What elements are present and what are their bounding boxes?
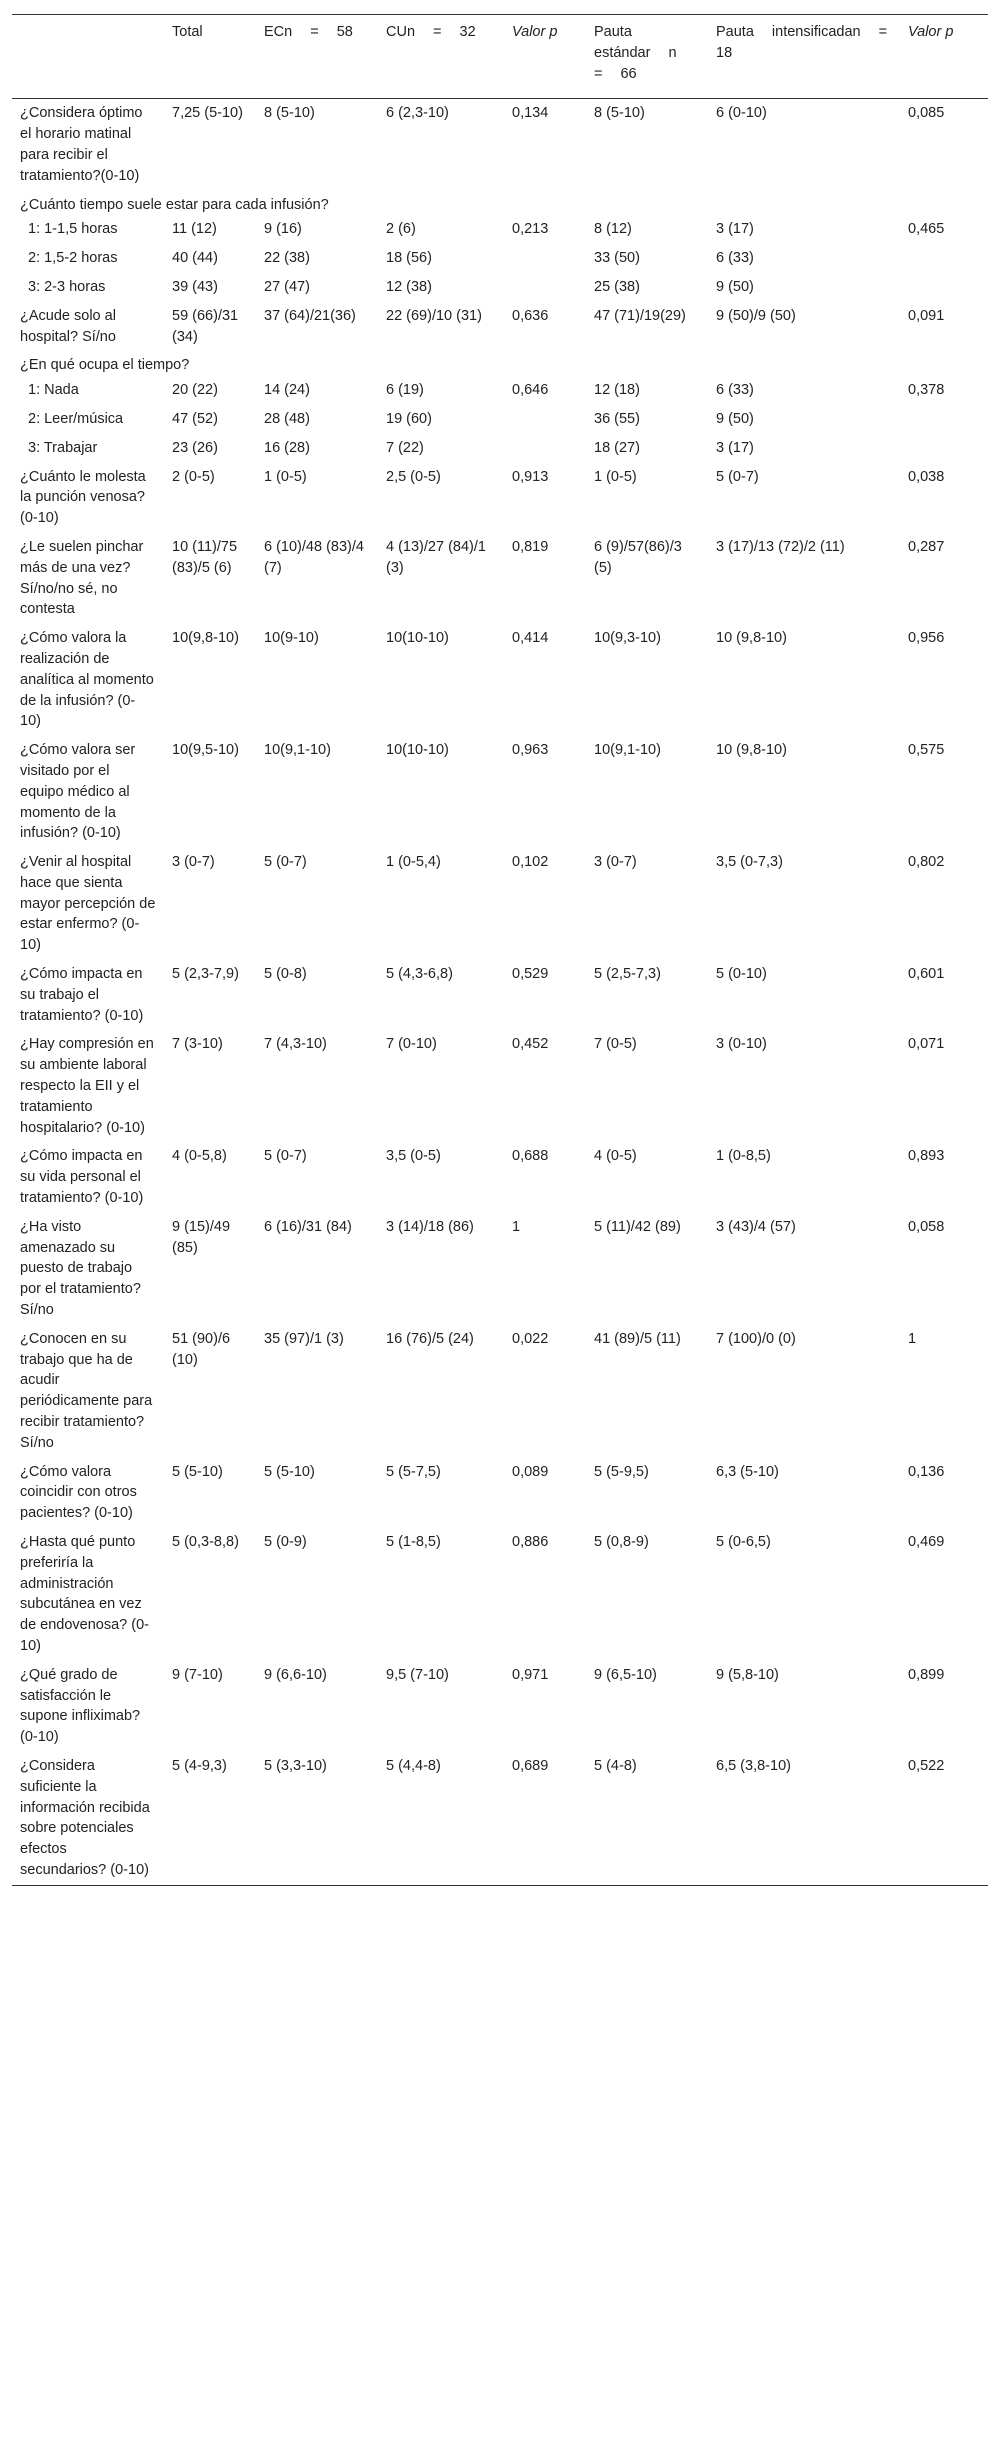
table-cell: 7 (4,3-10) — [264, 1036, 327, 1053]
header-cell: CUn = 32 — [386, 24, 476, 40]
table-cell: 12 (18) — [594, 382, 640, 399]
table-cell: 9 (7-10) — [172, 1666, 223, 1683]
table-row — [12, 1325, 988, 1458]
table-cell: 0,134 — [512, 105, 549, 122]
table-cell: 47 (52) — [172, 410, 218, 427]
table-cell: 0,529 — [512, 966, 549, 983]
table-cell: 10(9-10) — [264, 630, 319, 647]
table-cell: 19 (60) — [386, 410, 432, 427]
header-cell: Valor p — [512, 24, 558, 40]
table-cell: 5 (3,3-10) — [264, 1757, 327, 1774]
table-cell: 5 (11)/42 (89) — [594, 1218, 681, 1235]
table-cell — [900, 405, 988, 434]
table-row — [12, 736, 988, 848]
table-cell: 37 (64)/21(36) — [264, 307, 356, 324]
table-cell: 47 (71)/19(29) — [594, 307, 686, 324]
table-row — [12, 273, 988, 302]
table-cell: 25 (38) — [594, 278, 640, 295]
table-cell: 2 (6) — [386, 221, 416, 238]
table-cell: 6 (2,3-10) — [386, 105, 449, 122]
table-cell: 6 (33) — [716, 250, 754, 267]
table-header-row — [12, 15, 988, 99]
table-cell — [900, 273, 988, 302]
section-label: ¿En qué ocupa el tiempo? — [20, 357, 190, 374]
table-cell: 0,971 — [512, 1666, 549, 1683]
row-label-cell: 2: Leer/música — [28, 410, 124, 427]
table-cell: 0,646 — [512, 382, 549, 399]
table-cell: 0,378 — [908, 382, 945, 399]
table-cell: 23 (26) — [172, 439, 218, 456]
header-cell: Pauta estándar n = 66 — [594, 24, 677, 82]
table-cell: 5 (2,3-7,9) — [172, 966, 239, 983]
row-label-cell: 1: 1-1,5 horas — [28, 221, 118, 238]
table-cell: 10(9,3-10) — [594, 630, 661, 647]
table-cell: 0,913 — [512, 468, 549, 485]
table-cell: 28 (48) — [264, 410, 310, 427]
table-cell: 0,058 — [908, 1218, 945, 1235]
table-cell: 0,522 — [908, 1757, 945, 1774]
table-cell: 5 (0-7) — [264, 854, 307, 871]
table-row — [12, 434, 988, 463]
table-cell: 0,085 — [908, 105, 945, 122]
table-cell: 0,688 — [512, 1148, 549, 1165]
table-cell: 39 (43) — [172, 278, 218, 295]
table-cell: 35 (97)/1 (3) — [264, 1330, 344, 1347]
row-label-cell: ¿Cómo impacta en su vida personal el tratamiento? (0-10) — [20, 1148, 144, 1207]
row-label-cell: 1: Nada — [28, 382, 79, 399]
table-cell: 3 (0-7) — [172, 854, 215, 871]
table-cell — [504, 244, 586, 273]
table-cell: 0,071 — [908, 1036, 945, 1053]
table-cell: 0,575 — [908, 742, 945, 759]
table-cell: 6 (9)/57(86)/3 (5) — [594, 538, 682, 576]
table-cell: 9 (6,5-10) — [594, 1666, 657, 1683]
table-cell: 0,213 — [512, 221, 549, 238]
table-cell: 5 (5-7,5) — [386, 1463, 441, 1480]
table-cell: 7 (22) — [386, 439, 424, 456]
table-cell: 4 (0-5) — [594, 1148, 637, 1165]
table-cell: 5 (4-8) — [594, 1757, 637, 1774]
table-row — [12, 302, 988, 352]
table-cell: 3 (17)/13 (72)/2 (11) — [716, 538, 845, 555]
table-cell: 7 (3-10) — [172, 1036, 223, 1053]
row-label-cell: ¿Hay compresión en su ambiente laboral respecto la EII y el tratamiento hospitalario? (0-10) — [20, 1036, 154, 1136]
table-cell: 4 (0-5,8) — [172, 1148, 227, 1165]
table-cell: 0,102 — [512, 854, 549, 871]
table-cell: 0,899 — [908, 1666, 945, 1683]
table-cell: 22 (38) — [264, 250, 310, 267]
table-cell: 5 (0,3-8,8) — [172, 1534, 239, 1550]
table-cell: 9 (50) — [716, 410, 754, 427]
row-label-cell: ¿Cómo valora la realización de analítica al momento de la infusión? (0-10) — [20, 630, 154, 730]
table-cell: 18 (56) — [386, 250, 432, 267]
table-cell: 9 (50)/9 (50) — [716, 307, 796, 324]
table-row — [12, 405, 988, 434]
table-cell: 3 (0-7) — [594, 854, 637, 871]
table-cell: 0,136 — [908, 1463, 945, 1480]
row-label-cell: ¿Qué grado de satisfacción le supone infliximab? (0-10) — [20, 1666, 141, 1746]
table-cell: 6 (10)/48 (83)/4 (7) — [264, 538, 364, 576]
table-cell — [900, 434, 988, 463]
table-cell: 16 (28) — [264, 439, 310, 456]
row-label-cell: ¿Ha visto amenazado su puesto de trabajo por el tratamiento? Sí/no — [20, 1218, 141, 1319]
table-cell: 14 (24) — [264, 382, 310, 399]
table-cell: 8 (12) — [594, 221, 632, 238]
table-cell: 5 (0-7) — [264, 1148, 307, 1165]
row-label-cell: ¿Considera óptimo el horario matinal para recibir el tratamiento?(0-10) — [20, 105, 143, 184]
table-cell: 1 (0-5) — [264, 468, 307, 485]
header-cell: Valor p — [908, 24, 954, 40]
table-cell: 9 (16) — [264, 221, 302, 238]
table-cell: 5 (0-9) — [264, 1534, 307, 1550]
table-cell — [504, 405, 586, 434]
table-cell: 9 (50) — [716, 278, 754, 295]
section-label: ¿Cuánto tiempo suele estar para cada infusión? — [20, 196, 329, 213]
table-row — [12, 960, 988, 1030]
table-row — [12, 244, 988, 273]
row-label-cell: 2: 1,5-2 horas — [28, 250, 118, 267]
table-cell: 3 (14)/18 (86) — [386, 1218, 474, 1235]
table-cell: 8 (5-10) — [594, 105, 645, 122]
table-row — [12, 1458, 988, 1528]
table-cell: 0,689 — [512, 1757, 549, 1774]
table-row — [12, 1752, 988, 1885]
table-cell: 4 (13)/27 (84)/1 (3) — [386, 538, 486, 576]
table-cell: 0,022 — [512, 1330, 549, 1347]
table-cell: 0,802 — [908, 854, 945, 871]
table-cell: 1 (0-5) — [594, 468, 637, 485]
table-cell: 6 (16)/31 (84) — [264, 1218, 352, 1235]
table-cell: 41 (89)/5 (11) — [594, 1330, 681, 1347]
table-cell: 0,091 — [908, 307, 945, 324]
table-cell: 5 (4,3-6,8) — [386, 966, 453, 983]
table-cell: 6,5 (3,8-10) — [716, 1757, 791, 1774]
table-cell: 5 (0-6,5) — [716, 1534, 771, 1550]
table-cell: 5 (0-10) — [716, 966, 767, 983]
table-row — [12, 215, 988, 244]
table-cell: 5 (1-8,5) — [386, 1534, 441, 1550]
table-cell: 33 (50) — [594, 250, 640, 267]
table-cell: 11 (12) — [172, 221, 217, 238]
table-row — [12, 1213, 988, 1325]
table-cell — [504, 273, 586, 302]
table-cell: 7 (100)/0 (0) — [716, 1330, 796, 1347]
table-cell: 0,601 — [908, 966, 945, 983]
table-cell: 7 (0-10) — [386, 1036, 437, 1053]
table-cell: 20 (22) — [172, 382, 218, 399]
header-cell — [12, 15, 164, 99]
row-label-cell: 3: Trabajar — [28, 439, 98, 456]
table-cell: 8 (5-10) — [264, 105, 315, 122]
row-label-cell: ¿Venir al hospital hace que sienta mayor percepción de estar enfermo? (0-10) — [20, 854, 156, 954]
table-cell: 6 (19) — [386, 382, 424, 399]
table-cell: 51 (90)/6 (10) — [172, 1330, 231, 1368]
table-cell: 3,5 (0-7,3) — [716, 854, 783, 871]
table-cell: 10(9,5-10) — [172, 742, 239, 759]
table-cell: 0,469 — [908, 1534, 945, 1550]
table-cell: 5 (0-8) — [264, 966, 307, 983]
table-cell: 7,25 (5-10) — [172, 105, 243, 122]
table-row — [12, 1030, 988, 1142]
table-cell: 5 (5-10) — [172, 1463, 223, 1480]
table-cell: 5 (4-9,3) — [172, 1757, 227, 1774]
table-row — [12, 99, 988, 191]
table-cell: 3 (0-10) — [716, 1036, 767, 1053]
row-label-cell: ¿Considera suficiente la información recibida sobre potenciales efectos secundarios? (0-10) — [20, 1757, 150, 1878]
row-label-cell: ¿Cómo impacta en su trabajo el tratamiento? (0-10) — [20, 966, 144, 1024]
row-label-cell: ¿Cómo valora ser visitado por el equipo médico al momento de la infusión? (0-10) — [20, 742, 136, 842]
table-cell: 10 (9,8-10) — [716, 630, 787, 647]
row-label-cell: ¿Le suelen pinchar más de una vez? Sí/no/no sé, no contesta — [20, 538, 144, 618]
header-cell: Total — [172, 24, 203, 40]
table-cell: 5 (5-9,5) — [594, 1463, 649, 1480]
table-cell: 0,636 — [512, 307, 549, 324]
table-cell: 3 (43)/4 (57) — [716, 1218, 796, 1235]
table-cell: 0,038 — [908, 468, 945, 485]
table-cell: 1 (0-8,5) — [716, 1148, 771, 1165]
table-cell: 16 (76)/5 (24) — [386, 1330, 474, 1347]
row-label-cell: ¿Acude solo al hospital? Sí/no — [20, 307, 116, 345]
table-cell: 3,5 (0-5) — [386, 1148, 441, 1165]
header-cell: ECn = 58 — [264, 24, 353, 40]
table-row — [12, 1661, 988, 1752]
table-cell: 6 (33) — [716, 382, 754, 399]
row-label-cell: ¿Conocen en su trabajo que ha de acudir periódicamente para recibir tratamiento? Sí/no — [20, 1330, 153, 1451]
table-row — [12, 1142, 988, 1212]
table-cell: 5 (2,5-7,3) — [594, 966, 661, 983]
table-cell: 0,893 — [908, 1148, 945, 1165]
table-cell: 10(9,8-10) — [172, 630, 239, 647]
table-cell: 9,5 (7-10) — [386, 1666, 449, 1683]
table-row — [12, 376, 988, 405]
table-cell: 6 (0-10) — [716, 105, 767, 122]
table-cell: 0,963 — [512, 742, 549, 759]
table-cell — [900, 244, 988, 273]
table-row — [12, 1528, 988, 1661]
section-row — [12, 191, 988, 216]
table-cell: 36 (55) — [594, 410, 640, 427]
table-cell: 0,886 — [512, 1534, 549, 1550]
table-cell: 10 (9,8-10) — [716, 742, 787, 759]
table-cell — [504, 434, 586, 463]
table-cell: 22 (69)/10 (31) — [386, 307, 482, 324]
table-cell: 1 — [908, 1330, 917, 1347]
table-cell: 10(9,1-10) — [594, 742, 661, 759]
row-label-cell: ¿Hasta qué punto preferiría la administración subcutánea en vez de endovenosa? (0-10) — [20, 1534, 149, 1654]
table-cell: 10(10-10) — [386, 742, 449, 759]
table-row — [12, 533, 988, 624]
survey-results-table — [12, 14, 988, 1886]
table-cell: 6,3 (5-10) — [716, 1463, 779, 1480]
table-cell: 5 (0,8-9) — [594, 1534, 649, 1550]
table-cell: 9 (5,8-10) — [716, 1666, 779, 1683]
table-cell: 0,089 — [512, 1463, 549, 1480]
table-cell: 0,465 — [908, 221, 945, 238]
table-cell: 1 — [512, 1218, 521, 1235]
table-cell: 0,452 — [512, 1036, 549, 1053]
table-cell: 1 (0-5,4) — [386, 854, 441, 871]
table-cell: 27 (47) — [264, 278, 310, 295]
table-cell: 2 (0-5) — [172, 468, 215, 485]
table-cell: 12 (38) — [386, 278, 432, 295]
table-cell: 10(9,1-10) — [264, 742, 331, 759]
row-label-cell: ¿Cómo valora coincidir con otros pacientes? (0-10) — [20, 1463, 137, 1522]
table-cell: 10(10-10) — [386, 630, 449, 647]
table-cell: 0,287 — [908, 538, 945, 555]
table-cell: 7 (0-5) — [594, 1036, 637, 1053]
table-cell: 40 (44) — [172, 250, 218, 267]
table-cell: 5 (4,4-8) — [386, 1757, 441, 1774]
table-cell: 0,956 — [908, 630, 945, 647]
table-cell: 18 (27) — [594, 439, 640, 456]
table-cell: 0,414 — [512, 630, 549, 647]
table-cell: 3 (17) — [716, 439, 754, 456]
table-row — [12, 848, 988, 960]
row-label-cell: 3: 2-3 horas — [28, 278, 106, 295]
table-row — [12, 624, 988, 736]
table-cell: 10 (11)/75 (83)/5 (6) — [172, 538, 238, 576]
table-cell: 3 (17) — [716, 221, 754, 238]
row-label-cell: ¿Cuánto le molesta la punción venosa? (0-10) — [20, 468, 146, 527]
table-cell: 0,819 — [512, 538, 549, 555]
table-row — [12, 463, 988, 533]
table-cell: 9 (6,6-10) — [264, 1666, 327, 1683]
header-cell: Pauta intensificadan = 18 — [716, 24, 888, 61]
table-cell: 5 (0-7) — [716, 468, 759, 485]
table-body — [12, 99, 988, 1885]
section-row — [12, 351, 988, 376]
table-cell: 9 (15)/49 (85) — [172, 1218, 231, 1256]
table-cell: 59 (66)/31 (34) — [172, 307, 239, 345]
table-cell: 2,5 (0-5) — [386, 468, 441, 485]
table-cell: 5 (5-10) — [264, 1463, 315, 1480]
